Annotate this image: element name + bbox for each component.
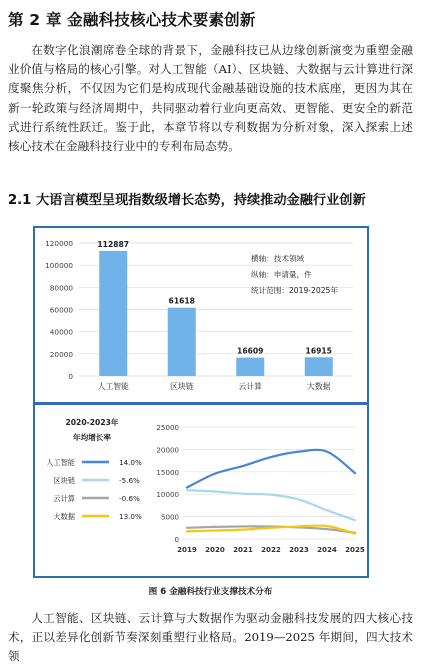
- legend-growth-value: 14.0%: [119, 458, 142, 467]
- bar: [305, 357, 333, 376]
- legend-growth-value: -5.6%: [119, 476, 140, 485]
- x-tick-label: 2019: [177, 545, 197, 554]
- y-tick-label: 0: [68, 372, 73, 381]
- chapter-title: 第 2 章 金融科技核心技术要素创新: [8, 11, 256, 29]
- y-tick-label: 10000: [156, 490, 179, 500]
- y-tick-label: 15000: [156, 467, 179, 477]
- x-tick-label: 大数据: [307, 382, 331, 391]
- y-tick-label: 80000: [49, 283, 73, 293]
- y-tick-label: 20000: [156, 445, 179, 455]
- y-tick-label: 20000: [49, 349, 73, 359]
- chart-annotation: 横轴：技术领域: [251, 254, 305, 263]
- section-title: 2.1 大语言模型呈现指数级增长态势，持续推动金融行业创新: [8, 193, 366, 208]
- chart-annotation: 统计范围：2019-2025年: [251, 286, 338, 295]
- y-tick-label: 25000: [156, 423, 179, 432]
- bar-value-label: 112887: [97, 239, 130, 249]
- line-chart-panel: [35, 405, 367, 576]
- x-tick-label: 2021: [233, 545, 253, 554]
- closing-paragraph: [8, 609, 413, 667]
- series-line: [187, 450, 355, 488]
- legend-series-name: 人工智能: [46, 458, 75, 467]
- line-chart: [35, 405, 367, 576]
- legend-growth-value: -0.6%: [119, 494, 140, 503]
- bar: [236, 358, 264, 376]
- x-tick-label: 区块链: [170, 382, 194, 391]
- x-tick-label: 人工智能: [97, 382, 129, 391]
- y-tick-label: 120000: [45, 239, 73, 248]
- legend-series-name: 大数据: [53, 512, 75, 521]
- x-tick-label: 2025: [345, 545, 365, 554]
- legend-growth-value: 13.0%: [119, 512, 142, 521]
- y-tick-label: 100000: [45, 261, 73, 271]
- bar-value-label: 16609: [237, 346, 264, 356]
- intro-paragraph-text: 在数字化浪潮席卷全球的背景下，金融科技已从边缘创新演变为重塑金融业价值与格局的核心引擎。对人工智能（AI）、区块链、大数据与云计算进行深度聚焦分析，不仅因为它们是构成现代金融基础设施的技术底座，更因为其在新一轮政策与经济周期中，共同驱动着行业向更高效、更智能、更安全的新范式进行系统性跃迁。鉴于此，本章节将以专利数据为分析对象，深入探索上述核心技术在金融科技行业中的专利布局态势。: [8, 43, 413, 154]
- chart-annotation: 纵轴：申请量，件: [251, 270, 312, 279]
- y-tick-label: 5000: [160, 512, 179, 522]
- x-tick-label: 2024: [317, 545, 337, 554]
- y-tick-label: 40000: [49, 327, 73, 337]
- bar-value-label: 16915: [305, 346, 332, 356]
- legend-series-name: 云计算: [53, 494, 75, 503]
- series-line: [187, 490, 355, 520]
- figure-frame: [33, 226, 369, 578]
- figure-caption: 图 6 金融科技行业支撑技术分布: [148, 587, 273, 597]
- x-tick-label: 云计算: [238, 382, 262, 391]
- legend-title-line1: 2020-2023年: [65, 418, 119, 427]
- bar-chart: [35, 228, 367, 402]
- intro-paragraph: [8, 41, 413, 156]
- x-tick-label: 2022: [261, 545, 281, 554]
- bar-chart-panel: [35, 228, 367, 402]
- y-tick-label: 0: [174, 535, 179, 544]
- legend-series-name: 区块链: [53, 476, 75, 485]
- x-tick-label: 2020: [205, 545, 225, 554]
- bar-value-label: 61618: [168, 296, 195, 306]
- bar: [99, 251, 127, 376]
- bar: [168, 308, 196, 376]
- legend-title-line2: 年均增长率: [73, 433, 111, 442]
- y-tick-label: 60000: [49, 305, 73, 315]
- x-tick-label: 2023: [289, 545, 309, 554]
- closing-paragraph-text: 人工智能、区块链、云计算与大数据作为驱动金融科技发展的四大核心技术，正以差异化创新节奏深刻重塑行业格局。2019—2025 年期间，四大技术领: [8, 611, 413, 664]
